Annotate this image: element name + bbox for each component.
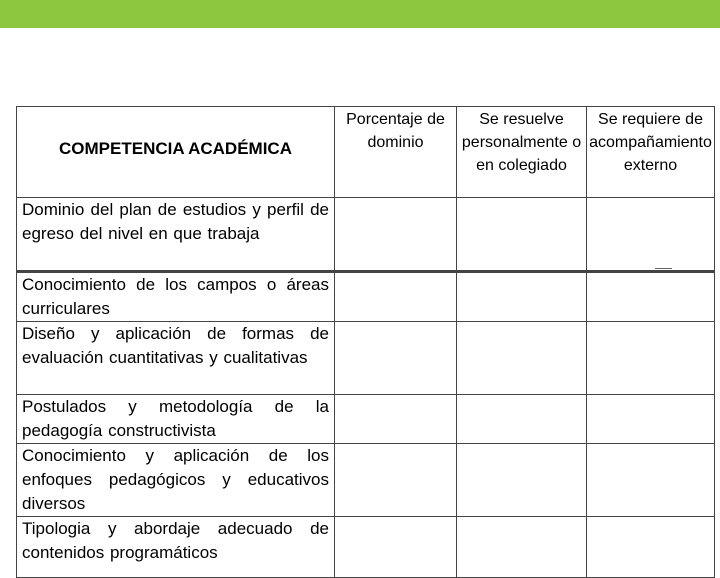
competency-cell: Dominio del plan de estudios y perfil de egreso del nivel en que trabaja <box>17 198 335 272</box>
resuelve-cell[interactable] <box>457 272 587 322</box>
acompanamiento-cell[interactable] <box>587 272 715 322</box>
acompanamiento-cell[interactable] <box>587 517 715 578</box>
porcentaje-cell[interactable] <box>335 395 457 444</box>
competency-cell: Tipologia y abordaje adecuado de contenidos programáticos <box>17 517 335 578</box>
porcentaje-cell[interactable] <box>335 322 457 395</box>
porcentaje-cell[interactable] <box>335 444 457 517</box>
competency-cell: Postulados y metodología de la pedagogía constructivista <box>17 395 335 444</box>
acompanamiento-cell[interactable] <box>587 198 715 272</box>
resuelve-cell[interactable] <box>457 517 587 578</box>
resuelve-cell[interactable] <box>457 395 587 444</box>
resuelve-cell[interactable] <box>457 444 587 517</box>
resuelve-cell[interactable] <box>457 198 587 272</box>
header-acompanamiento: Se requiere de acompañamiento externo <box>587 107 715 198</box>
table-header-row <box>17 107 715 198</box>
table-row <box>17 198 715 272</box>
table-row <box>17 395 715 444</box>
competency-cell: Conocimiento de los campos o áreas curriculares <box>17 272 335 322</box>
header-competencia: COMPETENCIA ACADÉMICA <box>17 107 335 198</box>
acompanamiento-cell[interactable] <box>587 395 715 444</box>
competency-cell: Diseño y aplicación de formas de evaluación cuantitativas y cualitativas <box>17 322 335 395</box>
header-se-resuelve: Se resuelve personalmente o en colegiado <box>457 107 587 198</box>
table-row <box>17 517 715 578</box>
table-row <box>17 272 715 322</box>
acompanamiento-cell[interactable] <box>587 444 715 517</box>
acompanamiento-cell[interactable] <box>587 322 715 395</box>
porcentaje-cell[interactable] <box>335 272 457 322</box>
top-accent-bar <box>0 0 720 28</box>
competency-cell: Conocimiento y aplicación de los enfoques pedagógicos y educativos diversos <box>17 444 335 517</box>
resuelve-cell[interactable] <box>457 322 587 395</box>
competency-table-wrapper <box>16 106 714 562</box>
porcentaje-cell[interactable] <box>335 198 457 272</box>
stray-line-mark <box>655 268 672 269</box>
table-row <box>17 444 715 517</box>
table-row <box>17 322 715 395</box>
competency-table <box>16 106 715 578</box>
porcentaje-cell[interactable] <box>335 517 457 578</box>
header-porcentaje: Porcentaje de dominio <box>335 107 457 198</box>
